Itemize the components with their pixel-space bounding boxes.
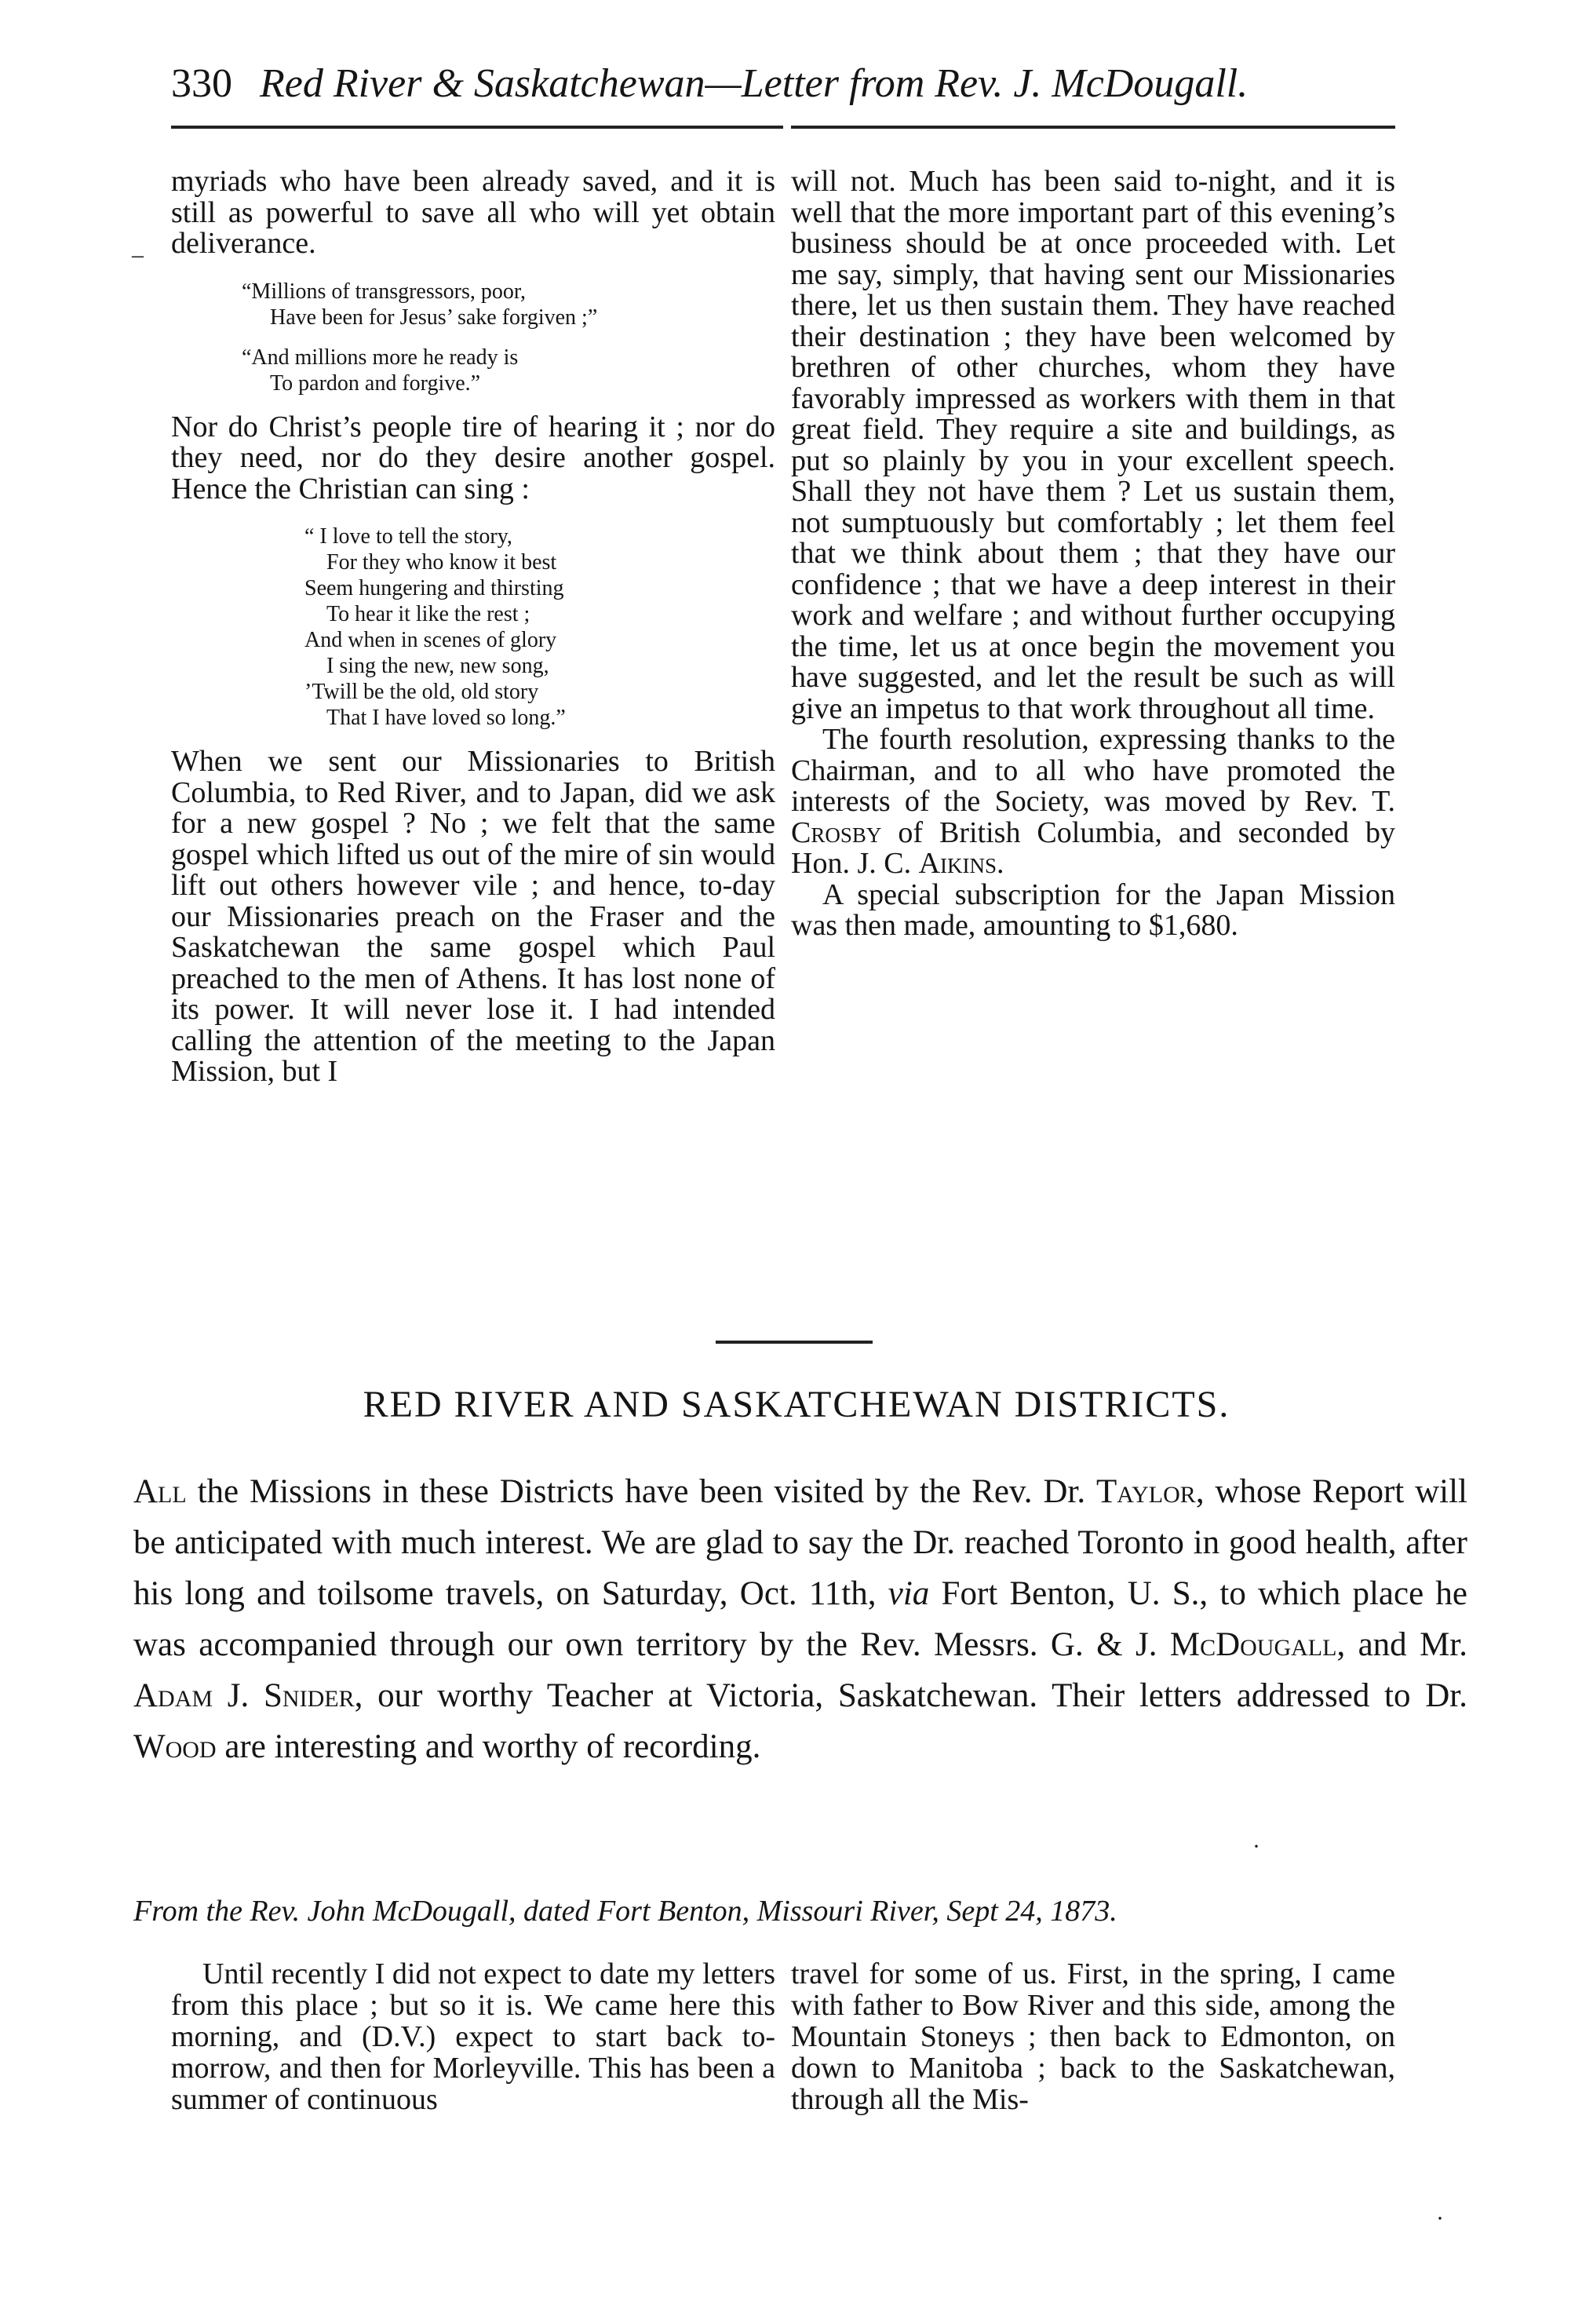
name-mcdougall: McDougall	[1169, 1626, 1337, 1663]
right-para-3: A special subscription for the Japan Mission was then made, amounting to $1,680.	[791, 877, 1395, 942]
verse-line: “And millions more he ready is	[242, 345, 519, 370]
verse-millions	[242, 279, 775, 396]
section-divider-rule	[716, 1341, 873, 1344]
name-wood: Wood	[133, 1728, 217, 1765]
letter-right-column: travel for some of us. First, in the spring, I came with father to Bow River and this side, among the Mountain Stoneys ; then back to Edmonton, on down to Manitoba ; back to the Saskatchewan, through all the Mis-	[791, 1957, 1395, 2116]
letter-left-column: Until recently I did not expect to date my letters from this place ; but so it is. We came here this morning, and (D.V.) expect to start back to-morrow, and then for Morleyville. This has been a summer of continuous	[171, 1957, 775, 2116]
intro-dropcap: All	[133, 1473, 187, 1510]
speck-mark: ·	[1252, 1833, 1260, 1859]
verse-tell-the-story	[304, 524, 775, 731]
letter-dateline: From the Rev. John McDougall, dated Fort Benton, Missouri River, Sept 24, 1873.	[133, 1895, 1117, 1928]
name-taylor: Taylor	[1095, 1473, 1196, 1510]
left-column	[171, 166, 775, 1088]
verse-line: Have been for Jesus’ sake forgiven ;”	[270, 305, 598, 330]
name-aikins: Aikins	[918, 847, 997, 880]
section-intro: All the Missions in these Districts have been visited by the Rev. Dr. Taylor, whose Report will be anticipated with much interest. We are glad to say the Dr. reached Toronto in good health, after his long and toilsome travels, on Saturday, Oct. 11th, via Fort Benton, U. S., to which place he was accompanied through our own territory by the Rev. Messrs. G. & J. McDougall, and Mr. Adam J. Snider, our worthy Teacher at Victoria, Saskatchewan. Their letters addressed to Dr. Wood are interesting and worthy of recording.	[133, 1473, 1468, 1765]
page-number: 330	[171, 61, 232, 106]
verse-line: And when in scenes of glory	[304, 628, 557, 652]
left-para-top: myriads who have been already saved, and it is still as powerful to save all who will yet obtain deliverance.	[171, 165, 775, 260]
verse-line: That I have loved so long.”	[326, 706, 566, 730]
verse-line: “Millions of transgressors, poor,	[242, 279, 527, 304]
right-column	[791, 166, 1395, 942]
verse-line: I sing the new, new song,	[326, 654, 549, 678]
left-para-middle: Nor do Christ’s people tire of hearing it ; nor do they need, nor do they desire another gospel. Hence the Christian can sing :	[171, 410, 775, 505]
verse-line: “ I love to tell the story,	[304, 524, 512, 549]
name-snider: Adam J. Snider	[133, 1677, 355, 1714]
header-rule-left	[171, 126, 783, 129]
right-para-2: The fourth resolution, expressing thanks to the Chairman, and to all who have promoted the interests of the Society, was moved by Rev. T. Crosby of British Columbia, and seconded by Hon. J. C. Aikins.	[791, 723, 1395, 880]
margin-dash-mark: –	[132, 242, 144, 268]
speck-mark: ·	[1436, 2205, 1444, 2231]
name-crosby: Crosby	[791, 815, 882, 849]
verse-line: Seem hungering and thirsting	[304, 576, 564, 600]
section-title: RED RIVER AND SASKATCHEWAN DISTRICTS.	[363, 1384, 1230, 1425]
via-italic: via	[888, 1575, 930, 1612]
verse-line: To hear it like the rest ;	[326, 602, 530, 626]
header-rule-right	[791, 126, 1395, 129]
verse-line: For they who know it best	[326, 550, 557, 575]
running-head	[171, 57, 1395, 111]
verse-line: ’Twill be the old, old story	[304, 680, 539, 704]
left-para-bottom: When we sent our Missionaries to British Columbia, to Red River, and to Japan, did we ask for a new gospel ? No ; we felt that the same gospel which lifted us out of the mire of sin would lift out others however vile ; and hence, to-day our Missionaries preach on the Fraser and the Saskatchewan the same gospel which Paul preached to the men of Athens. It has lost none of its power. It will never lose it. I had intended calling the attention of the meeting to the Japan Mission, but I	[171, 745, 775, 1088]
right-para-1: will not. Much has been said to-night, and it is well that the more important part of this evening’s business should be at once proceeded with. Let me say, simply, that having sent our Missionaries there, let us then sustain them. They have reached their destination ; they have been welcomed by brethren of other churches, whom they have favorably impressed as workers with them in that great field. They require a site and buildings, as put so plainly by you in your excellent speech. Shall they not have them ? Let us sustain them, not sumptuously but comfortably ; let them feel that we think about them ; that they have our confidence ; that we have a deep interest in their work and welfare ; and without further occupying the time, let us at once begin the movement you have suggested, and let the result be such as will give an impetus to that work throughout all time.	[791, 165, 1395, 725]
running-title: Red River & Saskatchewan—Letter from Rev. J. McDougall.	[260, 61, 1249, 106]
verse-line: To pardon and forgive.”	[270, 370, 481, 396]
